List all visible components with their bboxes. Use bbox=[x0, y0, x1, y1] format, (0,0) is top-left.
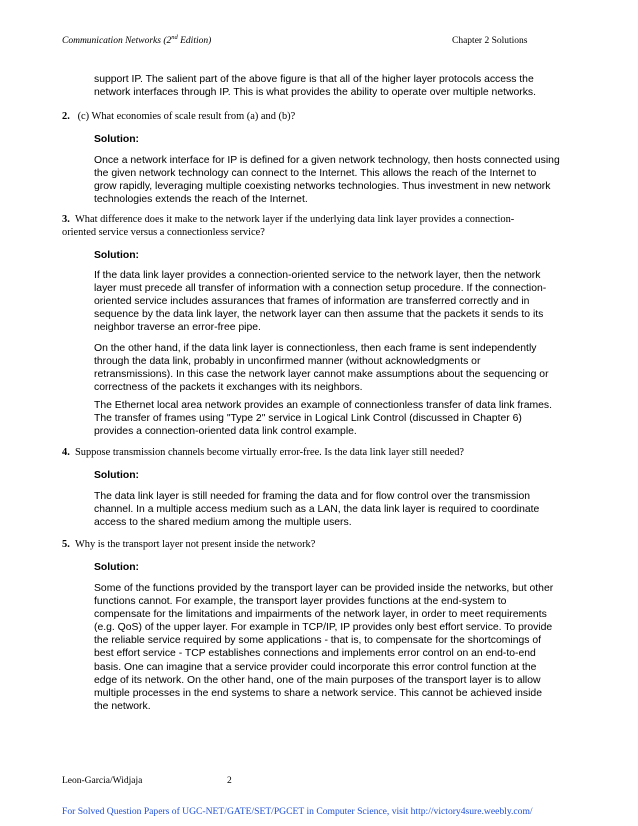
text-line: functions cannot. For example, the transport layer provides functions at the end-system to bbox=[94, 596, 507, 608]
text-line: access to the shared medium among the multiple users. bbox=[94, 517, 352, 529]
text-line: technologies extends the reach of the Internet. bbox=[94, 194, 308, 206]
q4-answer bbox=[94, 490, 569, 529]
solution-label: Solution: bbox=[94, 250, 140, 261]
question-2c bbox=[62, 110, 572, 123]
text-line: network interfaces through IP. This is what provides the ability to operate over multiple networks. bbox=[94, 87, 537, 99]
text-line: through the data link, probably in unconfirmed manner (without acknowledgments or bbox=[94, 356, 481, 368]
text-line: oriented service includes assurances that frames of information are transferred correctly and in bbox=[94, 296, 530, 308]
text-line: support IP. The salient part of the above figure is that all of the higher layer protocols access the bbox=[94, 74, 534, 85]
text-line: grow rapidly, leveraging multiple coexisting networks technologies. Thus investment in new network bbox=[94, 181, 551, 193]
q2c-answer bbox=[94, 154, 569, 206]
text-line: basis. One can imagine that a service provider could incorporate this error control function at the bbox=[94, 661, 537, 673]
q3-answer-para2 bbox=[94, 342, 569, 394]
question-3 bbox=[62, 213, 572, 239]
text-line: If the data link layer provides a connection-oriented service to the network layer, then the network bbox=[94, 270, 541, 281]
text-line: channel. In a multiple access medium such as a LAN, the data link layer is required to coordinate bbox=[94, 504, 540, 516]
text-line: neighbor traverse an error-free pipe. bbox=[94, 322, 261, 334]
question-number: 3. bbox=[62, 214, 70, 225]
text-line: layer must precede all transfer of information with a connection setup procedure. If the connection- bbox=[94, 283, 547, 295]
question-5 bbox=[62, 538, 572, 551]
text-line: multiple processes in the end systems to share a network service. This cannot be achieved inside bbox=[94, 687, 542, 699]
text-line: The data link layer is still needed for framing the data and for flow control over the transmission bbox=[94, 491, 531, 502]
solution-label: Solution: bbox=[94, 562, 140, 573]
question-text: (c) What economies of scale result from (a) and (b)? bbox=[77, 111, 296, 122]
question-number: 5. bbox=[62, 539, 70, 550]
text-line: On the other hand, if the data link layer is connectionless, then each frame is sent independently bbox=[94, 343, 537, 354]
q3-answer-para1 bbox=[94, 269, 569, 334]
question-text: Why is the transport layer not present inside the network? bbox=[75, 539, 316, 550]
text-line: best effort service - TCP establishes connections and implements error control on an end-to-end bbox=[94, 648, 536, 660]
text-line: the reliable service required by some applications - that is, to compensate for the shortcomings of bbox=[94, 635, 542, 647]
text-line: provides a connection-oriented data link control example. bbox=[94, 426, 357, 438]
footer-authors: Leon-Garcia/Widjaja bbox=[62, 776, 143, 786]
text-line: compensate for the limitations and impairments of the network layer, in order to meet requirements bbox=[94, 609, 547, 621]
text-line: the given network technology can connect to the Internet. This allows the reach of the Internet to bbox=[94, 168, 537, 180]
page-number: 2 bbox=[227, 776, 232, 786]
text-line: retransmissions). In this case the network layer cannot make assumptions about the sequencing or bbox=[94, 369, 549, 381]
question-text: oriented service versus a connectionless service? bbox=[62, 227, 265, 239]
text-line: the network. bbox=[94, 700, 151, 712]
text-line: sequence by the data link layer, the network layer can then assume that the packets it sends to its bbox=[94, 309, 544, 321]
question-number: 2. bbox=[62, 111, 70, 122]
text-line: Once a network interface for IP is defined for a given network technology, then hosts connected using bbox=[94, 155, 560, 166]
solution-label: Solution: bbox=[94, 470, 140, 481]
q5-answer bbox=[94, 582, 569, 713]
question-4 bbox=[62, 446, 572, 459]
question-number: 4. bbox=[62, 447, 70, 458]
text-line: Some of the functions provided by the transport layer can be provided inside the networks, but other bbox=[94, 583, 554, 594]
promo-link[interactable]: For Solved Question Papers of UGC-NET/GATE/SET/PGCET in Computer Science, visit http://victory4sure.weebly.com/ bbox=[62, 806, 533, 817]
q3-answer-para3 bbox=[94, 399, 569, 438]
text-line: (e.g. QoS) of the upper layer. For example in TCP/IP, IP provides only best effort service. To provide bbox=[94, 622, 553, 634]
book-title-header: Communication Networks (2nd Edition) bbox=[62, 33, 212, 46]
text-line: edge of its network. On the other hand, one of the main purposes of the transport layer is to allow bbox=[94, 674, 541, 686]
text-line: The Ethernet local area network provides an example of connectionless transfer of data link frames. bbox=[94, 400, 553, 411]
intro-paragraph bbox=[94, 73, 569, 99]
text-line: The transfer of frames using "Type 2" service in Logical Link Control (discussed in Chapter 6) bbox=[94, 413, 522, 425]
question-text: Suppose transmission channels become virtually error-free. Is the data link layer still needed? bbox=[75, 447, 465, 458]
chapter-header: Chapter 2 Solutions bbox=[452, 36, 528, 46]
solution-label: Solution: bbox=[94, 134, 140, 145]
text-line: correctness of the packets it exchanges with its neighbors. bbox=[94, 382, 363, 394]
question-text: What difference does it make to the network layer if the underlying data link layer provides a connection- bbox=[75, 214, 515, 225]
